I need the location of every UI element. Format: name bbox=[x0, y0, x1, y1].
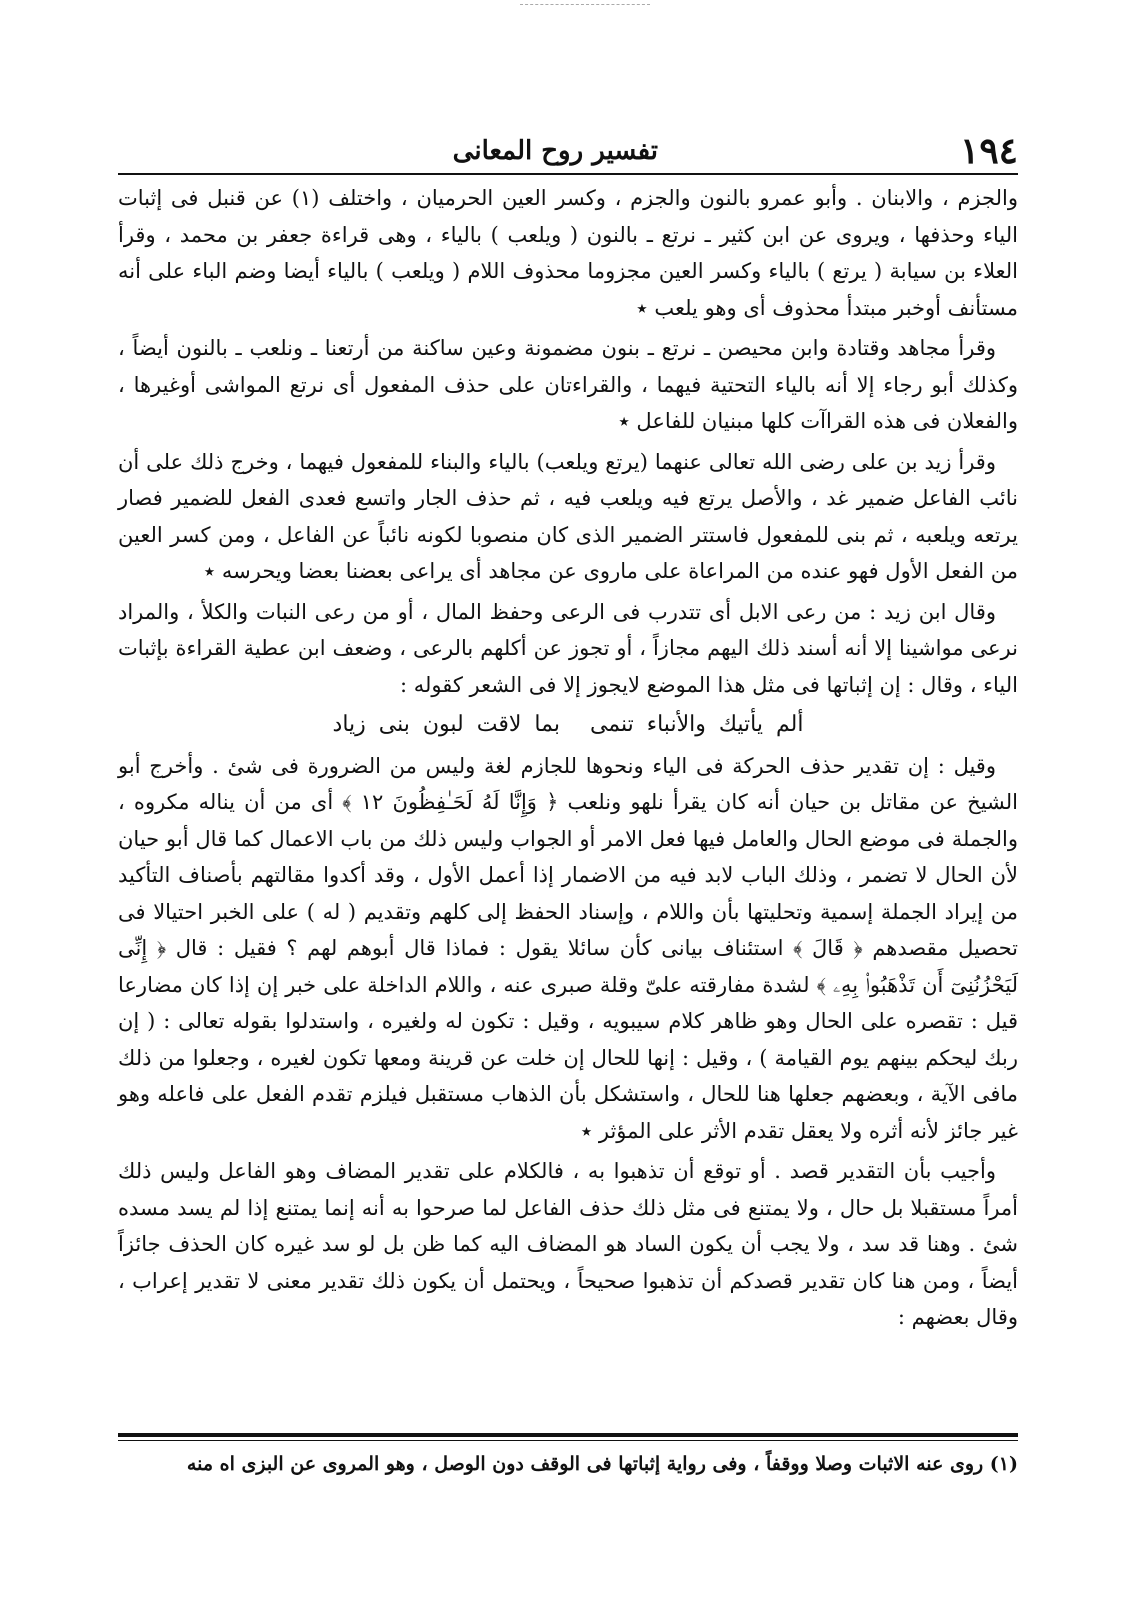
page-header bbox=[118, 128, 1018, 174]
main-text bbox=[118, 180, 1018, 1340]
footnote: (١) روى عنه الاثبات وصلا ووقفاً ، وفى رواية إثباتها فى الوقف دون الوصل ، وهو المروى عن البزى اه منه bbox=[186, 1453, 1018, 1475]
page-number: ١٩٤ bbox=[959, 130, 1018, 172]
header-rule bbox=[118, 173, 1018, 175]
verse-first-hemistich: ألم يأتيك والأنباء تنمى bbox=[589, 712, 804, 737]
running-title: تفسير روح المعانى bbox=[452, 136, 658, 166]
paragraph: وقيل : إن تقدير حذف الحركة فى الياء ونحوها للجازم لغة وليس من الضرورة فى شئ . وأخرج أبو الشيخ عن مقاتل بن حيان أنه كان يقرأ نلهو ونلعب ﴿ وَإِنَّا لَهُ لَحَـٰفِظُونَ ١٢ ﴾ أى من أن يناله مكروه ، والجملة فى موضع الحال والعامل فيها فعل الامر أو الجواب وليس ذلك من باب الاعمال كما قال أبو حيان لأن الحال لا تضمر ، وذلك الباب لابد فيه من الاضمار إذا أعمل الأول ، وقد أكدوا مقالتهم بأصناف التأكيد من إيراد الجملة إسمية وتحليتها بأن واللام ، وإسناد الحفظ إلى كلهم وتقديم ( له ) على الخبر احتيالا فى تحصيل مقصدهم ﴿ قَالَ ﴾ استئناف بيانى كأن سائلا يقول : فماذا قال أبوهم لهم ؟ فقيل : قال ﴿ إِنِّى لَيَحْزُنُنِىٓ أَن تَذْهَبُوا۟ بِهِۦ ﴾ لشدة مفارقته علىّ وقلة صبرى عنه ، واللام الداخلة على خبر إن إذا كان مضارعا قيل : تقصره على الحال وهو ظاهر كلام سيبويه ، وقيل : تكون له ولغيره ، واستدلوا بقوله تعالى : ( إن ربك ليحكم بينهم يوم القيامة ) ، وقيل : إنها للحال إن خلت عن قرينة ومعها تكون لغيره ، وجعلوا من ذلك مافى الآية ، وبعضهم جعلها هنا للحال ، واستشكل بأن الذهاب مستقبل فيلزم تقدم الفعل على فاعله وهو غير جائز لأنه أثره ولا يعقل تقدم الأثر على المؤثر ٭ bbox=[118, 753, 1018, 1143]
poetry-verse bbox=[118, 707, 1018, 744]
footnote-rule-thin bbox=[118, 1440, 1018, 1441]
paragraph: وقال ابن زيد : من رعى الابل أى تتدرب فى الرعى وحفظ المال ، أو من رعى النبات والكلأ ، والمراد نرعى مواشينا إلا أنه أسند ذلك اليهم مجازاً ، أو تجوز عن أكلهم بالرعى ، وضعف ابن عطية القراءة بإثبات الياء ، وقال : إن إثباتها فى مثل هذا الموضع لايجوز إلا فى الشعر كقوله : bbox=[118, 599, 1018, 697]
scan-mark bbox=[520, 4, 650, 5]
paragraph: والجزم ، والابنان . وأبو عمرو بالنون والجزم ، وكسر العين الحرميان ، واختلف (١) عن قنبل فى إثبات الياء وحذفها ، ويروى عن ابن كثير ـ نرتع ـ بالنون ( ويلعب ) بالياء ، وهى قراءة جعفر بن محمد ، وقرأ العلاء بن سيابة ( يرتع ) بالياء وكسر العين مجزوما محذوف اللام ( ويلعب ) بالياء أيضا وضم الباء على أنه مستأنف أوخبر مبتدأ محذوف أى وهو يلعب ٭ bbox=[118, 186, 1018, 320]
paragraph: وقرأ زيد بن على رضى الله تعالى عنهما (يرتع ويلعب) بالياء والبناء للمفعول فيهما ، وخرج ذلك على أن نائب الفاعل ضمير غد ، والأصل يرتع فيه ويلعب فيه ، ثم حذف الجار واتسع فعدى الفعل للضمير فصار يرتعه ويلعبه ، ثم بنى للمفعول فاستتر الضمير الذى كان منصوبا لكونه نائباً عن الفاعل ، ومن كسر العين من الفعل الأول فهو عنده من المراعاة على ماروى عن مجاهد أى يراعى بعضنا بعضا ويحرسه ٭ bbox=[118, 449, 1018, 583]
footnote-rule bbox=[118, 1433, 1018, 1437]
paragraph: وأجيب بأن التقدير قصد . أو توقع أن تذهبوا به ، فالكلام على تقدير المضاف وهو الفاعل وليس ذلك أمراً مستقبلا بل حال ، ولا يمتنع فى مثل ذلك حذف الفاعل لما صرحوا به أنه إنما يمتنع إذا لم يسد مسده شئ . وهنا قد سد ، ولا يجب أن يكون الساد هو المضاف اليه كما ظن بل لو سد غيره كان الحذف جائزاً أيضاً ، ومن هنا كان تقدير قصدكم أن تذهبوا صحيحاً ، ويحتمل أن يكون ذلك تقدير معنى لا تقدير إعراب ، وقال بعضهم : bbox=[118, 1159, 1018, 1329]
paragraph: وقرأ مجاهد وقتادة وابن محيصن ـ نرتع ـ بنون مضمونة وعين ساكنة من أرتعنا ـ ونلعب ـ بالنون أيضاً ، وكذلك أبو رجاء إلا أنه بالياء التحتية فيهما ، والقراءتان على حذف المفعول أى نرتع المواشى أوغيرها ، والفعلان فى هذه القراآت كلها مبنيان للفاعل ٭ bbox=[118, 336, 1018, 433]
verse-second-hemistich: بما لاقت لبون بنى زياد bbox=[332, 712, 560, 737]
